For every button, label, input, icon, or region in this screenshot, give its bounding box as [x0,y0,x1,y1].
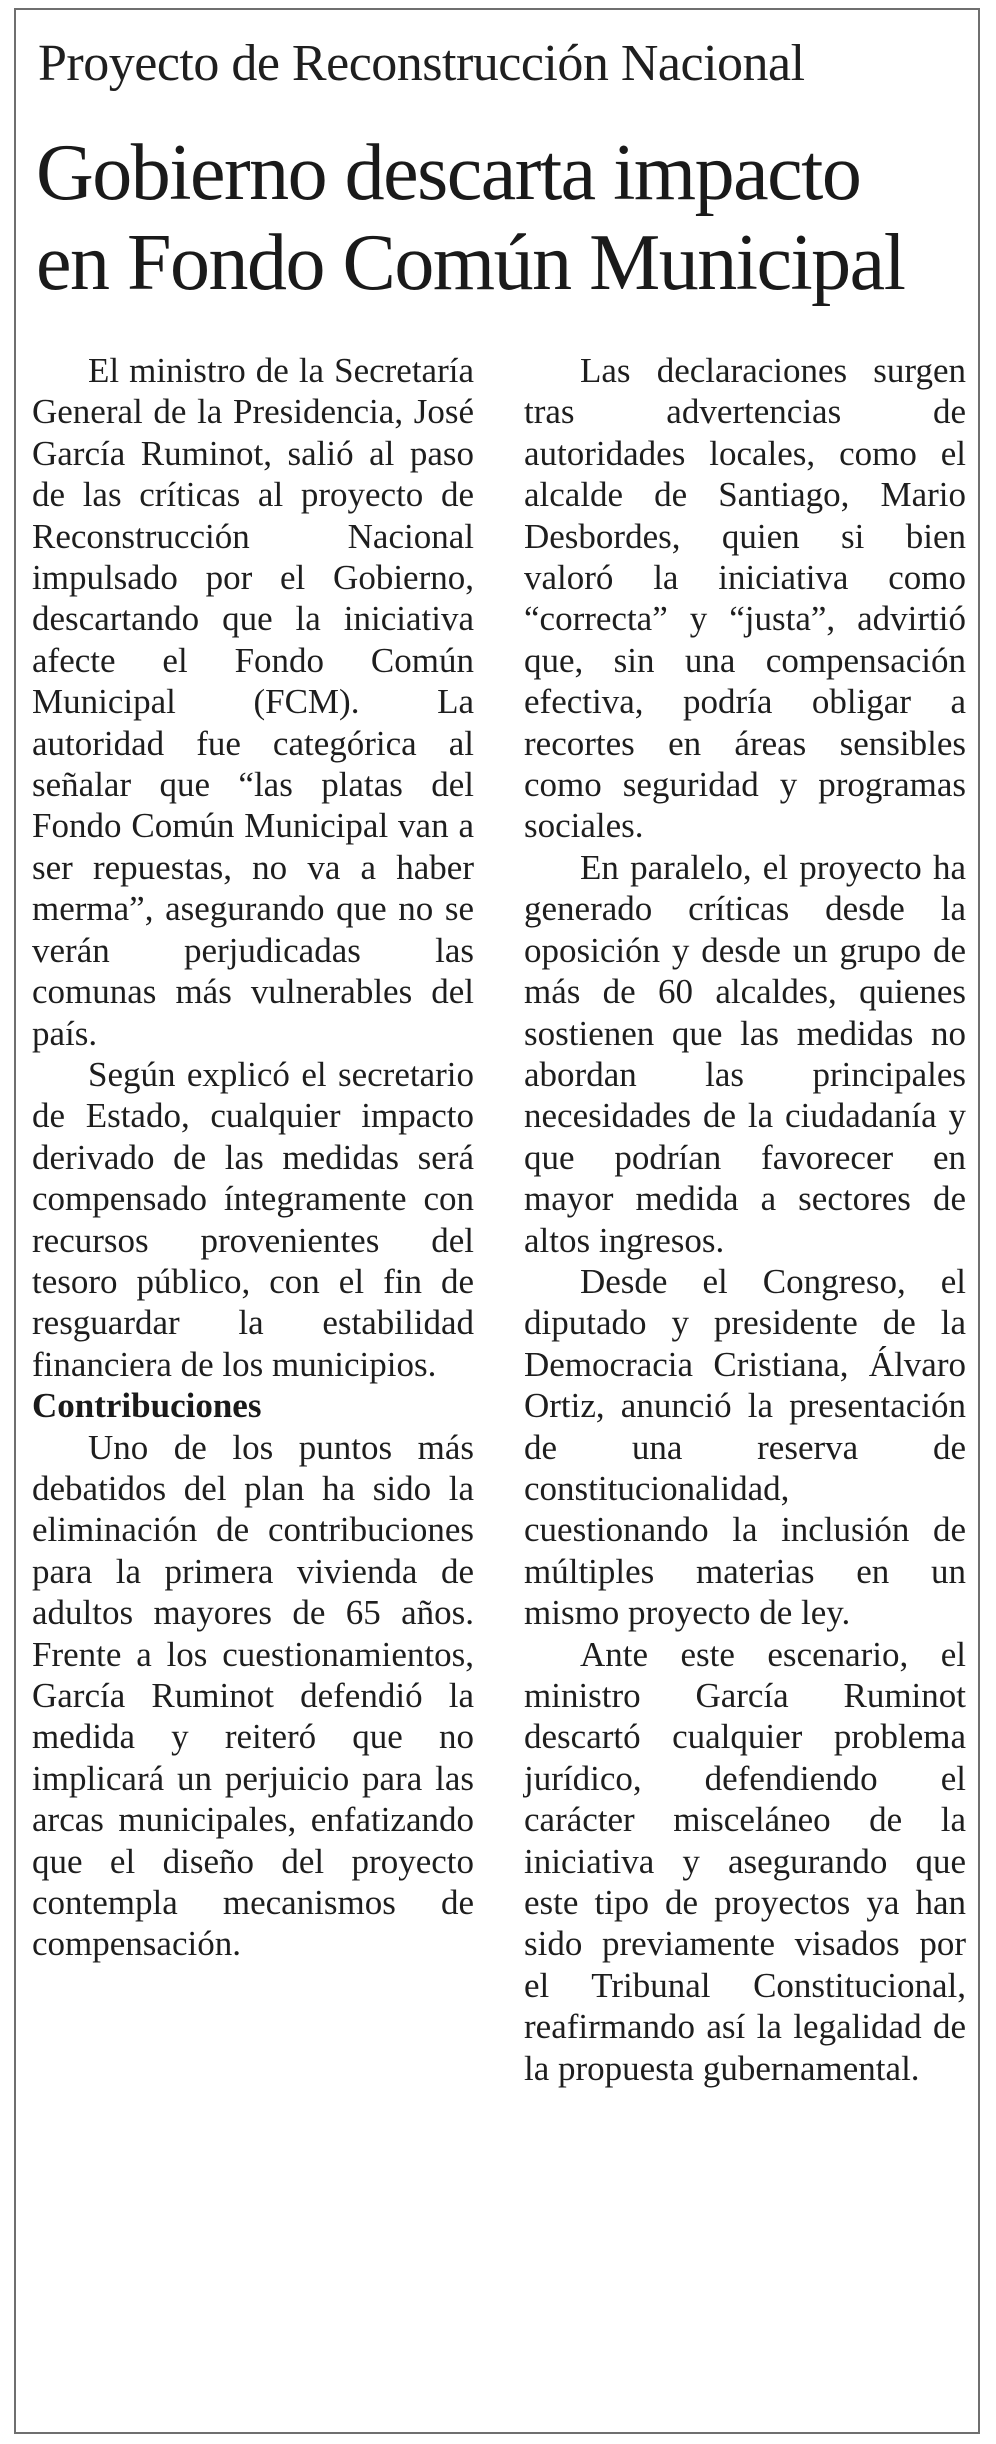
news-clipping [14,8,980,2434]
body-paragraph: Ante este escenario, el ministro García Ruminot descartó cualquier problema jurídico, defendiendo el carácter misceláneo de la iniciativa y asegurando que este tipo de proyectos ya han sido previamente visados por el Tribunal Constitucional, reafirmando así la legalidad de la propuesta gubernamental. [524,1634,966,2088]
body-paragraph: Desde el Congreso, el diputado y presidente de la Democracia Cristiana, Álvaro Ortiz, anunció la presentación de una reserva de constitucionalidad, cuestionando la inclusión de múltiples materias en un mismo proyecto de ley. [524,1261,966,1633]
article-kicker: Proyecto de Reconstrucción Nacional [38,35,805,92]
section-subhead: Contribuciones [32,1386,262,1426]
body-paragraph: Uno de los puntos más debatidos del plan ha sido la eliminación de contribuciones para la primera vivienda de adultos mayores de 65 años. Frente a los cuestionamientos, García Ruminot defendió la medida y reiteró que no implicará un perjuicio para las arcas municipales, enfatizando que el diseño del proyecto contempla mecanismos de compensación. [32,1427,474,1964]
article-column-right [524,350,966,2089]
body-paragraph: Según explicó el secretario de Estado, cualquier impacto derivado de las medidas será compensado íntegramente con recursos provenientes del tesoro público, con el fin de resguardar la estabilidad financiera de los municipios. [32,1054,474,1384]
article-headline [36,128,966,308]
body-paragraph: El ministro de la Secretaría General de la Presidencia, José García Ruminot, salió al paso de las críticas al proyecto de Reconstrucción Nacional impulsado por el Gobierno, descartando que la iniciativa afecte el Fondo Común Municipal (FCM). La autoridad fue categórica al señalar que “las platas del Fondo Común Municipal van a ser repuestas, no va a haber merma”, asegurando que no se verán perjudicadas las comunas más vulnerables del país. [32,351,474,1053]
body-paragraph: Las declaraciones surgen tras advertencias de autoridades locales, como el alcalde de Santiago, Mario Desbordes, quien si bien valoró la iniciativa como “correcta” y “justa”, advirtió que, sin una compensación efectiva, podría obligar a recortes en áreas sensibles como seguridad y programas sociales. [524,351,966,846]
article-column-left [32,350,474,1965]
headline-line-2: en Fondo Común Municipal [36,219,905,307]
headline-line-1: Gobierno descarta impacto [36,129,861,217]
body-paragraph: En paralelo, el proyecto ha generado críticas desde la oposición y desde un grupo de más de 60 alcaldes, quienes sostienen que las medidas no abordan las principales necesidades de la ciudadanía y que podrían favorecer en mayor medida a sectores de altos ingresos. [524,847,966,1260]
